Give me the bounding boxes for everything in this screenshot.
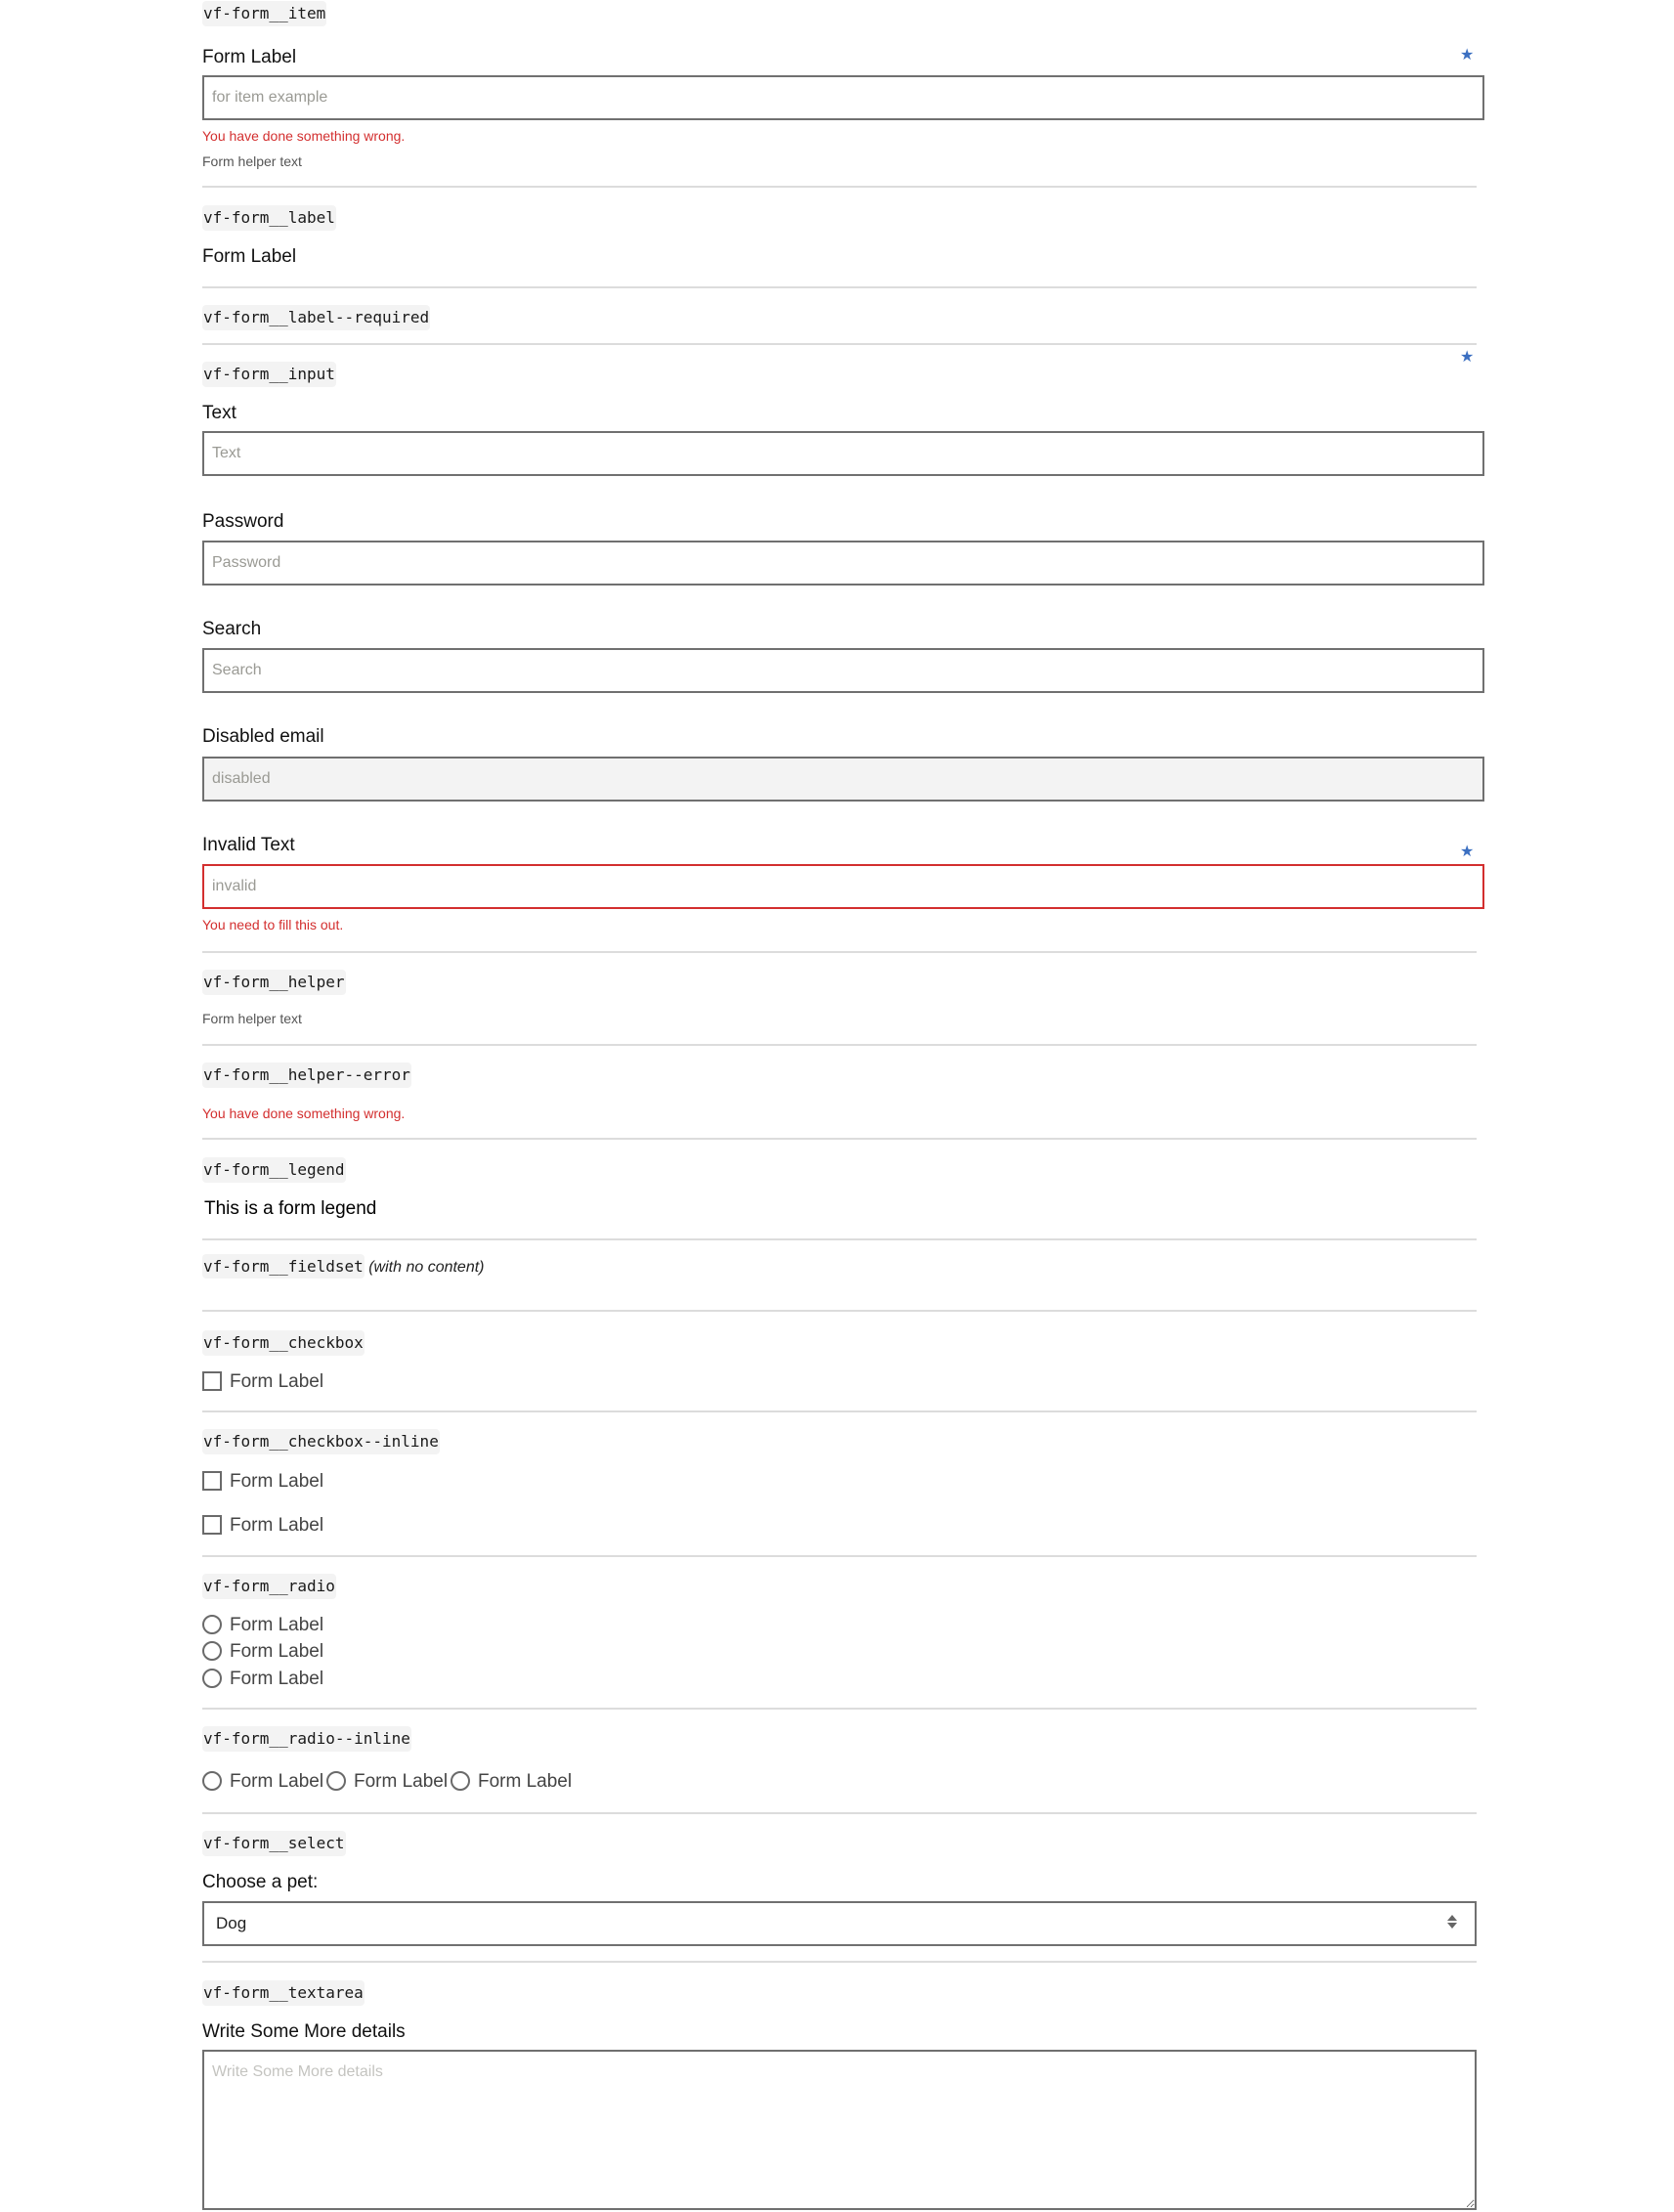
divider [202, 1555, 1477, 1557]
radio-button[interactable] [202, 1771, 222, 1791]
checkbox[interactable] [202, 1471, 222, 1491]
code-tag-textarea: vf-form__textarea [202, 1980, 365, 2006]
pet-select[interactable] [202, 1901, 1477, 1946]
divider [202, 343, 1477, 345]
radio-button[interactable] [202, 1669, 222, 1688]
radio-label[interactable]: Form Label [230, 1615, 324, 1635]
divider [202, 1310, 1477, 1312]
select-label: Choose a pet: [202, 1872, 319, 1892]
code-tag-radio: vf-form__radio [202, 1574, 336, 1599]
form-label: Form Label [202, 246, 297, 267]
form-legend: This is a form legend [204, 1198, 377, 1219]
code-tag-legend: vf-form__legend [202, 1157, 346, 1183]
required-star-icon: ★ [1460, 844, 1475, 860]
code-tag-checkbox: vf-form__checkbox [202, 1330, 365, 1356]
helper-text: Form helper text [202, 1011, 302, 1026]
divider [202, 951, 1477, 953]
divider [202, 1238, 1477, 1240]
checkbox-label[interactable]: Form Label [230, 1371, 324, 1392]
radio-label[interactable]: Form Label [478, 1771, 573, 1792]
code-tag-fieldset: vf-form__fieldset [202, 1254, 365, 1279]
error-text: You need to fill this out. [202, 917, 344, 933]
password-input[interactable] [202, 541, 1484, 586]
radio-button[interactable] [202, 1615, 222, 1634]
form-label: Form Label [202, 47, 297, 67]
radio-label[interactable]: Form Label [230, 1641, 324, 1662]
required-star-icon: ★ [1460, 349, 1475, 366]
divider [202, 186, 1477, 188]
code-tag-helper-error: vf-form__helper--error [202, 1063, 411, 1088]
checkbox-label[interactable]: Form Label [230, 1515, 324, 1536]
radio-button[interactable] [451, 1771, 470, 1791]
error-text: You have done something wrong. [202, 128, 406, 144]
divider [202, 1708, 1477, 1710]
disabled-email-input [202, 757, 1484, 802]
fieldset-heading [202, 1257, 485, 1277]
required-star-icon: ★ [1460, 47, 1475, 64]
checkbox-label[interactable]: Form Label [230, 1471, 324, 1492]
search-input[interactable] [202, 648, 1484, 693]
text-label: Text [202, 403, 236, 423]
divider [202, 1961, 1477, 1963]
fieldset-note: (with no content) [368, 1259, 485, 1276]
divider [202, 1044, 1477, 1046]
item-example-input[interactable] [202, 75, 1484, 120]
divider [202, 1410, 1477, 1412]
divider [202, 286, 1477, 288]
password-label: Password [202, 511, 284, 532]
disabled-email-label: Disabled email [202, 726, 324, 747]
radio-button[interactable] [202, 1641, 222, 1661]
search-label: Search [202, 619, 262, 639]
code-tag-input: vf-form__input [202, 362, 336, 387]
code-tag-item: vf-form__item [202, 1, 326, 26]
radio-button[interactable] [326, 1771, 346, 1791]
code-tag-checkbox-inline: vf-form__checkbox--inline [202, 1429, 440, 1454]
radio-label[interactable]: Form Label [230, 1669, 324, 1689]
code-tag-label-required: vf-form__label--required [202, 305, 430, 330]
details-textarea[interactable] [202, 2050, 1477, 2210]
textarea-label: Write Some More details [202, 2021, 406, 2042]
code-tag-label: vf-form__label [202, 205, 336, 231]
helper-text: Form helper text [202, 153, 302, 169]
radio-label[interactable]: Form Label [354, 1771, 449, 1792]
sort-arrows-icon [1447, 1915, 1457, 1929]
divider [202, 1138, 1477, 1140]
checkbox[interactable] [202, 1515, 222, 1535]
invalid-text-input[interactable] [202, 864, 1484, 909]
code-tag-select: vf-form__select [202, 1831, 346, 1856]
invalid-text-label: Invalid Text [202, 835, 295, 855]
text-input[interactable] [202, 431, 1484, 476]
code-tag-helper: vf-form__helper [202, 970, 346, 995]
code-tag-radio-inline: vf-form__radio--inline [202, 1726, 411, 1752]
error-text: You have done something wrong. [202, 1106, 406, 1121]
checkbox[interactable] [202, 1371, 222, 1391]
select-value: Dog [216, 1914, 247, 1932]
divider [202, 1812, 1477, 1814]
radio-label[interactable]: Form Label [230, 1771, 324, 1792]
